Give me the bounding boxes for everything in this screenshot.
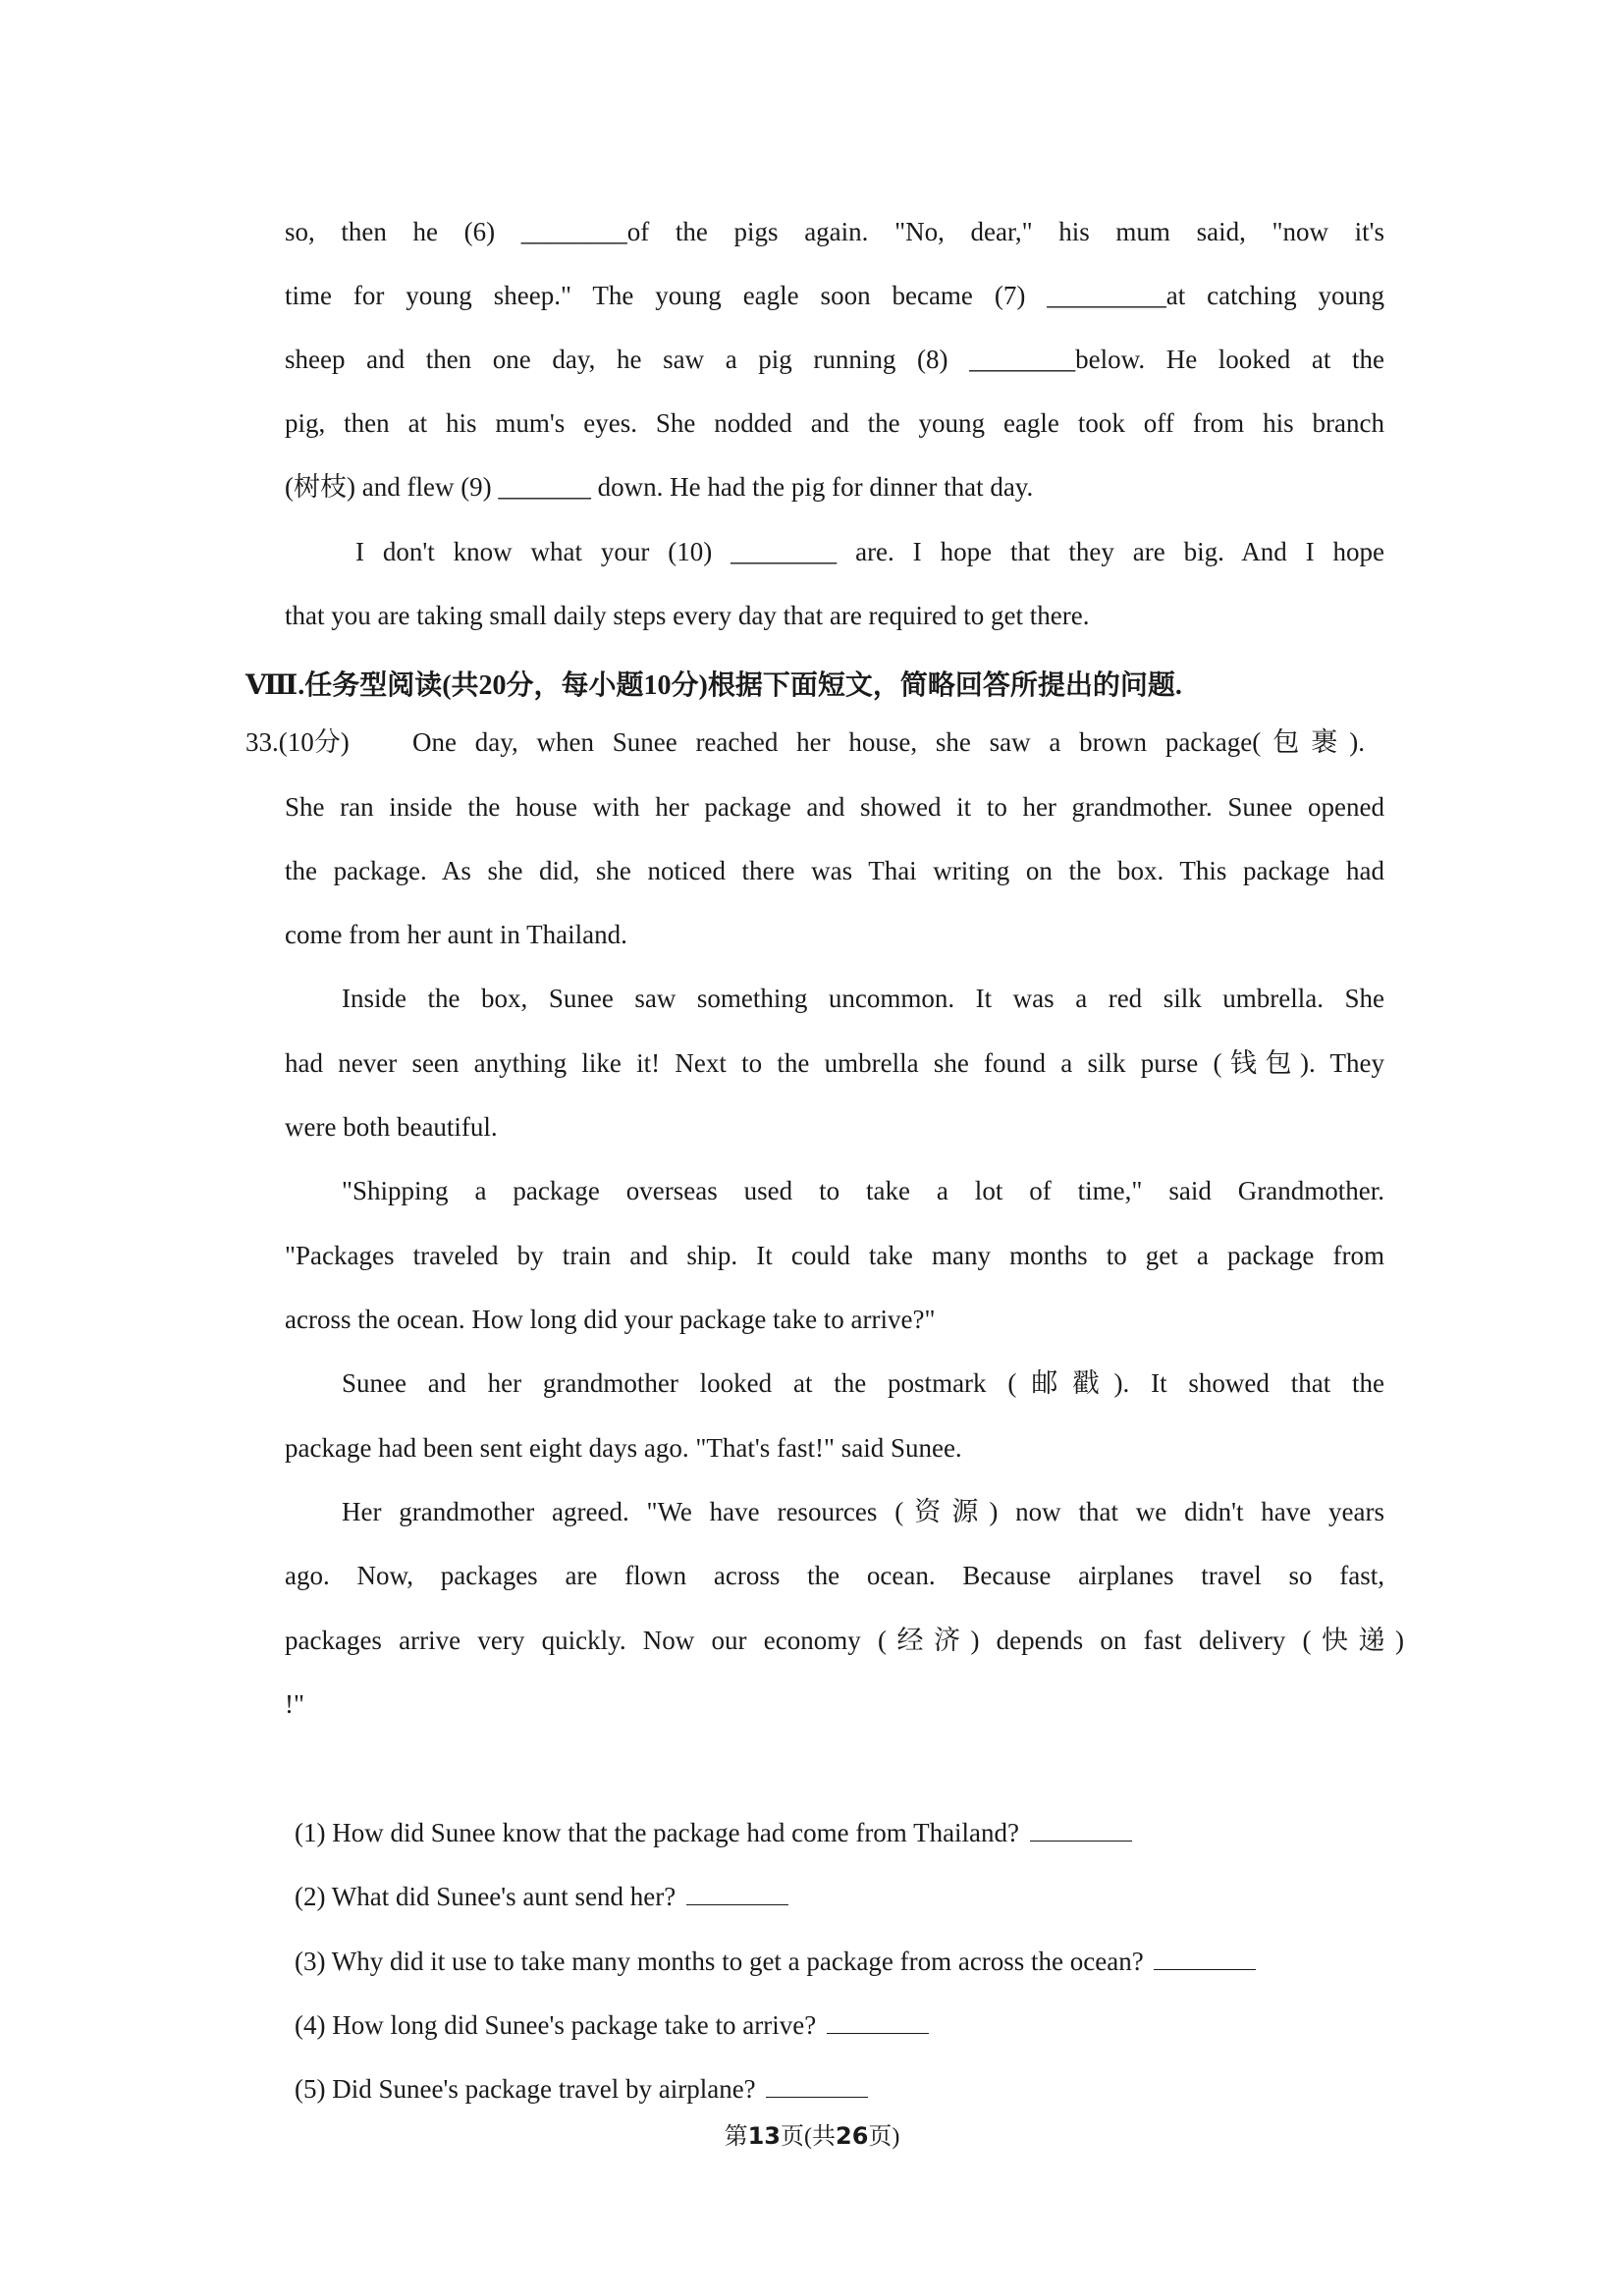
question-item <box>295 1879 792 1914</box>
passage-line: She ran inside the house with her package and showed it to her grandmother. Sunee opened <box>285 792 1384 822</box>
passage-line: "Shipping a package overseas used to take a lot of time," said Grandmother. <box>342 1176 1384 1205</box>
page-footer <box>0 2116 1624 2151</box>
passage-line: ago. Now, packages are flown across the ocean. Because airplanes travel so fast, <box>285 1561 1384 1590</box>
passage-line: Sunee and her grandmother looked at the postmark (邮戳). It showed that the <box>342 1368 1384 1398</box>
answer-blank[interactable] <box>686 1879 788 1905</box>
passage-line: One day, when Sunee reached her house, she saw a brown package(包裹). <box>412 727 1365 757</box>
passage-line: "Packages traveled by train and ship. It could take many months to get a package from <box>285 1241 1384 1270</box>
question-item <box>295 2007 933 2043</box>
question-text: (3) Why did it use to take many months to get a package from across the ocean? <box>295 1947 1144 1976</box>
question-text: (2) What did Sunee's aunt send her? <box>295 1882 677 1911</box>
passage-line: were both beautiful. <box>285 1112 498 1142</box>
passage-line: Inside the box, Sunee saw something uncommon. It was a red silk umbrella. She <box>342 984 1384 1013</box>
passage-line: (树枝) and flew (9) _______ down. He had the pig for dinner that day. <box>285 472 1034 502</box>
passage-line: packages arrive very quickly. Now our economy (经济) depends on fast delivery (快递) <box>285 1626 1404 1655</box>
footer-mid: 页(共 <box>781 2124 836 2150</box>
total-pages: 26 <box>836 2122 869 2150</box>
passage-line: that you are taking small daily steps every day that are required to get there. <box>285 601 1090 630</box>
question-text: (1) How did Sunee know that the package had come from Thailand? <box>295 1818 1020 1847</box>
page-number: 13 <box>747 2122 781 2150</box>
passage-line: package had been sent eight days ago. "That's fast!" said Sunee. <box>285 1433 962 1463</box>
answer-blank[interactable] <box>1030 1815 1132 1842</box>
question-item <box>295 1944 1260 1979</box>
passage-line: come from her aunt in Thailand. <box>285 920 627 949</box>
question-item <box>295 1815 1136 1850</box>
passage-line: the package. As she did, she noticed there was Thai writing on the box. This package had <box>285 856 1384 885</box>
passage-line: I don't know what your (10) ________ are. I hope that they are big. And I hope <box>355 537 1384 566</box>
footer-prefix: 第 <box>724 2124 748 2150</box>
passage-line: pig, then at his mum's eyes. She nodded and the young eagle took off from his branch <box>285 408 1384 438</box>
passage-line: time for young sheep." The young eagle soon became (7) _________at catching young <box>285 281 1384 310</box>
footer-suffix: 页) <box>868 2124 900 2150</box>
section-heading: Ⅷ.任务型阅读(共20分，每小题10分)根据下面短文，简略回答所提出的问题. <box>245 670 1182 701</box>
answer-blank[interactable] <box>766 2071 868 2098</box>
answer-blank[interactable] <box>827 2007 929 2034</box>
question-text: (4) How long did Sunee's package take to arrive? <box>295 2010 817 2040</box>
question-number: 33.(10分) <box>245 727 350 757</box>
passage-line: Her grandmother agreed. "We have resources (资源) now that we didn't have years <box>342 1497 1384 1526</box>
answer-blank[interactable] <box>1154 1944 1256 1970</box>
passage-line: had never seen anything like it! Next to the umbrella she found a silk purse (钱包). They <box>285 1048 1384 1078</box>
passage-line: so, then he (6) ________of the pigs again. "No, dear," his mum said, "now it's <box>285 217 1384 246</box>
question-text: (5) Did Sunee's package travel by airplane? <box>295 2074 756 2104</box>
passage-line: !" <box>285 1689 305 1719</box>
passage-line: sheep and then one day, he saw a pig running (8) ________below. He looked at the <box>285 345 1384 374</box>
passage-line: across the ocean. How long did your package take to arrive?" <box>285 1305 936 1334</box>
question-item <box>295 2071 872 2107</box>
